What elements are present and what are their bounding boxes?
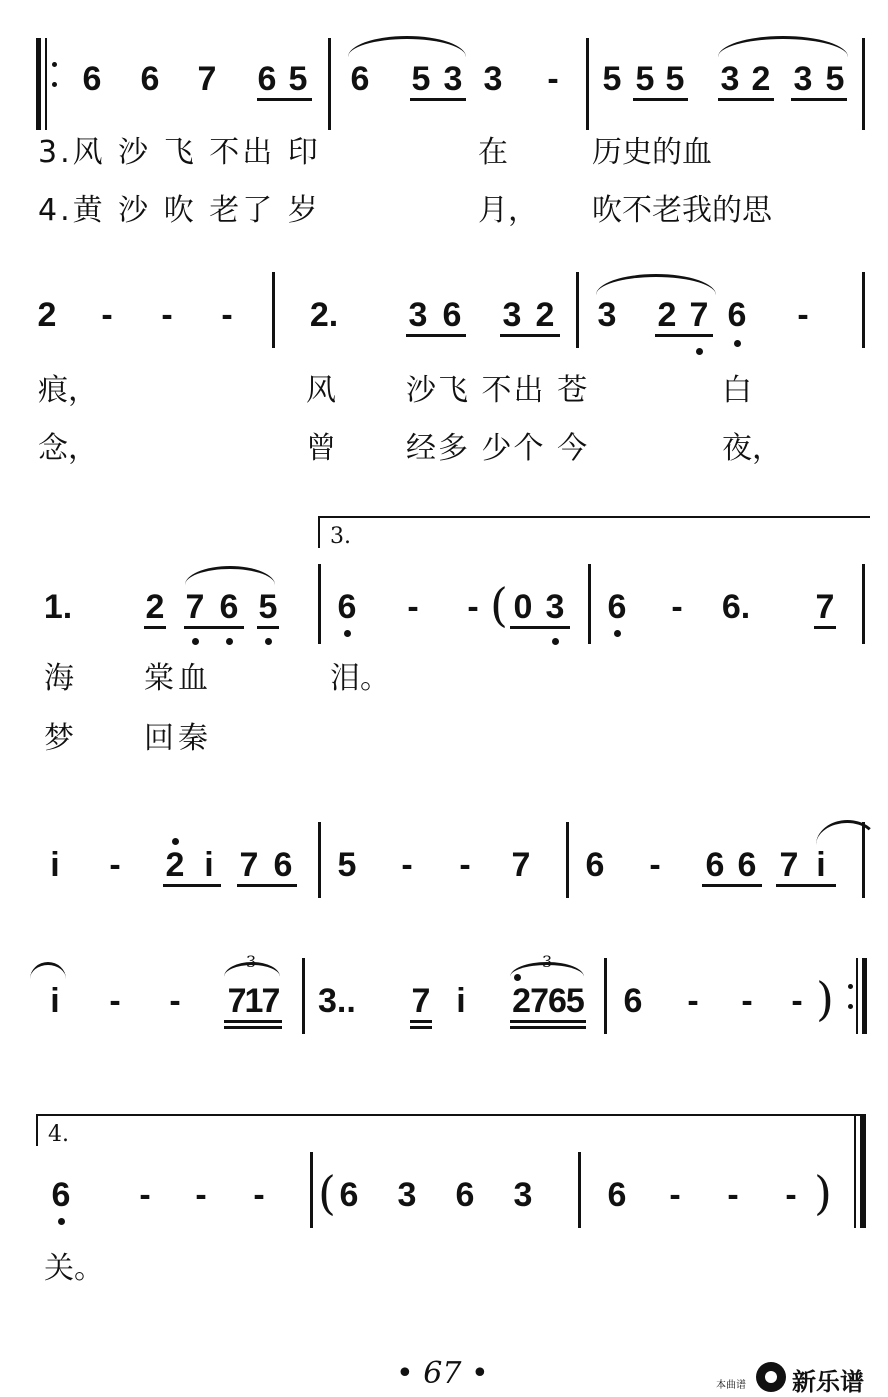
note: 3 (397, 1176, 417, 1214)
lower-octave-dot (344, 630, 351, 637)
note: 6 (607, 588, 627, 626)
note: 5 (602, 60, 622, 98)
repeat-dot (848, 1004, 853, 1009)
footer-small-text: 本曲谱 (716, 1380, 746, 1391)
dash: - (459, 846, 471, 884)
slur (185, 566, 275, 585)
lyric-verse-4: 4.黄 沙 吹 老了 岁 (38, 193, 321, 228)
note: 6 (705, 846, 725, 884)
lyric-verse-3: 痕， (38, 373, 98, 408)
upper-octave-dot (514, 974, 521, 981)
note: i (50, 846, 60, 884)
note: 6 (337, 588, 357, 626)
note: 6 (140, 60, 160, 98)
volta-number: 3. (330, 524, 351, 549)
eighth-underline (776, 884, 836, 887)
dash: - (195, 1176, 207, 1214)
barline (862, 272, 865, 348)
eighth-underline (410, 98, 466, 101)
dash: - (407, 588, 419, 626)
triplet-mark: 3 (542, 952, 553, 971)
lyric-verse-4: 曾 (306, 431, 336, 466)
system-4 (0, 810, 888, 910)
note: 6 (257, 60, 277, 98)
repeat-dot (52, 62, 57, 67)
barline (566, 822, 569, 898)
eighth-underline (163, 884, 221, 887)
note: 6 (350, 60, 370, 98)
lower-octave-dot (696, 348, 703, 355)
note-group: 2765 (512, 982, 584, 1020)
note: 3 (720, 60, 740, 98)
dash: - (161, 296, 173, 334)
lyric-verse-4: 吹不老我的思 (592, 193, 772, 228)
note: 6 (607, 1176, 627, 1214)
system-2 (0, 268, 888, 488)
system-6 (0, 1110, 888, 1310)
barline (302, 958, 305, 1034)
barline (862, 822, 865, 898)
note: 6 (339, 1176, 359, 1214)
dash: - (109, 846, 121, 884)
lyric-verse-4: 夜， (722, 431, 782, 466)
slur (718, 36, 848, 57)
dash: - (169, 982, 181, 1020)
note: 7 (197, 60, 217, 98)
dash: - (547, 60, 559, 98)
slur (348, 36, 466, 57)
triplet-mark: 3 (246, 952, 257, 971)
dash: - (109, 982, 121, 1020)
open-paren: ( (490, 578, 508, 632)
lower-octave-dot (734, 340, 741, 347)
note: 6 (455, 1176, 475, 1214)
lower-octave-dot (226, 638, 233, 645)
lyric-verse-3: 沙飞 不出 苍 (406, 373, 590, 408)
note: 7 (511, 846, 531, 884)
note: 3 (597, 296, 617, 334)
lower-octave-dot (192, 638, 199, 645)
note: 6 (727, 296, 747, 334)
note: 5 (258, 588, 278, 626)
note: 5 (337, 846, 357, 884)
dash: - (727, 1176, 739, 1214)
barline (862, 38, 865, 130)
upper-octave-dot (172, 838, 179, 845)
barline (272, 272, 275, 348)
logo-icon (756, 1362, 786, 1392)
note: 3 (408, 296, 428, 334)
lyric-verse-3: 白 (722, 373, 752, 408)
repeat-start-thick (36, 38, 41, 130)
note: i (204, 846, 214, 884)
repeat-start-thin (45, 38, 47, 130)
note: 2 (145, 588, 165, 626)
eighth-underline (224, 1020, 282, 1023)
lyric-verse-4: 经多 少个 今 (406, 431, 590, 466)
lyric-verse-3: 历史的血 (592, 135, 712, 170)
note-group: 717 (227, 982, 279, 1020)
note: 3.. (318, 982, 356, 1020)
note: 7 (689, 296, 709, 334)
eighth-underline (655, 334, 713, 337)
note: 6 (623, 982, 643, 1020)
note: 2 (657, 296, 677, 334)
lower-octave-dot (58, 1218, 65, 1225)
volta-bracket (318, 516, 320, 548)
eighth-underline (184, 626, 244, 629)
note: 6 (737, 846, 757, 884)
final-barline-thick (860, 1114, 866, 1228)
eighth-underline (702, 884, 762, 887)
note: i (50, 982, 60, 1020)
note: 5 (411, 60, 431, 98)
eighth-underline (257, 98, 312, 101)
dash: - (401, 846, 413, 884)
eighth-underline (237, 884, 297, 887)
note: 0 (513, 588, 533, 626)
sixteenth-underline (410, 1026, 432, 1029)
eighth-underline (510, 626, 570, 629)
eighth-underline (510, 1020, 586, 1023)
volta-line (36, 1114, 866, 1116)
barline (318, 564, 321, 644)
note: 6 (442, 296, 462, 334)
dash: - (101, 296, 113, 334)
note: 1. (43, 588, 73, 626)
eighth-underline (410, 1020, 432, 1023)
dash: - (649, 846, 661, 884)
eighth-underline (406, 334, 466, 337)
note: 5 (825, 60, 845, 98)
lyric-verse-4: 梦 (44, 721, 74, 756)
note: 3 (502, 296, 522, 334)
note: 5 (665, 60, 685, 98)
slur (596, 274, 716, 295)
note: 3 (483, 60, 503, 98)
dash: - (253, 1176, 265, 1214)
volta-line (318, 516, 870, 518)
volta-number: 4. (48, 1122, 69, 1147)
dash: - (139, 1176, 151, 1214)
note: 3 (793, 60, 813, 98)
barline (862, 564, 865, 644)
repeat-end-thick (862, 958, 867, 1034)
eighth-underline (633, 98, 688, 101)
lower-octave-dot (265, 638, 272, 645)
lyric-verse-4: 念， (38, 431, 98, 466)
dash: - (741, 982, 753, 1020)
barline (576, 272, 579, 348)
note: 7 (239, 846, 259, 884)
note: i (456, 982, 466, 1020)
note: 7 (815, 588, 835, 626)
dash: - (671, 588, 683, 626)
slur (816, 820, 879, 845)
barline (310, 1152, 313, 1228)
dash: - (467, 588, 479, 626)
barline (578, 1152, 581, 1228)
volta-bracket (36, 1114, 38, 1146)
dash: - (785, 1176, 797, 1214)
barline (328, 38, 331, 130)
repeat-dot (848, 984, 853, 989)
note: 7 (779, 846, 799, 884)
note: 6 (273, 846, 293, 884)
note: 3 (545, 588, 565, 626)
close-paren: ) (816, 972, 834, 1026)
lyric-verse-3: 海 (44, 661, 74, 696)
dash: - (669, 1176, 681, 1214)
dash: - (687, 982, 699, 1020)
note: 2 (751, 60, 771, 98)
eighth-underline (257, 626, 279, 629)
final-barline-thin (854, 1114, 856, 1228)
note: 6 (585, 846, 605, 884)
lyric-verse-3: 3.风 沙 飞 不出 印 (38, 135, 321, 170)
note: 5 (635, 60, 655, 98)
eighth-underline (718, 98, 774, 101)
lower-octave-dot (614, 630, 621, 637)
eighth-underline (814, 626, 836, 629)
note: 6 (82, 60, 102, 98)
barline (586, 38, 589, 130)
eighth-underline (500, 334, 560, 337)
dash: - (221, 296, 233, 334)
note: 6 (51, 1176, 71, 1214)
note: 2 (535, 296, 555, 334)
eighth-underline (144, 626, 166, 629)
slur (30, 962, 66, 979)
note: 3 (513, 1176, 533, 1214)
sixteenth-underline (510, 1026, 586, 1029)
dash: - (797, 296, 809, 334)
lyric-verse-3: 风 (306, 373, 336, 408)
lyric-final: 关。 (44, 1251, 104, 1286)
note: 3 (443, 60, 463, 98)
note: 2. (309, 296, 339, 334)
page-number: • 67 • (396, 1356, 489, 1391)
lyric-verse-3: 泪。 (330, 661, 390, 696)
note: 7 (185, 588, 205, 626)
dash: - (791, 982, 803, 1020)
lyric-verse-3: 棠血 (144, 661, 212, 696)
repeat-dot (52, 82, 57, 87)
lower-octave-dot (552, 638, 559, 645)
barline (318, 822, 321, 898)
site-logo: 新乐谱 (792, 1368, 864, 1396)
note: 6 (219, 588, 239, 626)
eighth-underline (791, 98, 847, 101)
note: 2 (165, 846, 185, 884)
close-paren: ) (814, 1166, 832, 1220)
note: 2 (37, 296, 57, 334)
sixteenth-underline (224, 1026, 282, 1029)
barline (588, 564, 591, 644)
note: 5 (288, 60, 308, 98)
system-5 (0, 950, 888, 1050)
lyric-verse-4: 回秦 (144, 721, 212, 756)
open-paren: ( (318, 1166, 336, 1220)
barline (604, 958, 607, 1034)
system-1 (0, 30, 888, 260)
note: 7 (411, 982, 431, 1020)
note: 6. (721, 588, 751, 626)
system-3 (0, 508, 888, 768)
note: i (816, 846, 826, 884)
repeat-end-thin (856, 958, 858, 1034)
lyric-verse-4: 月， (478, 193, 538, 228)
lyric-verse-3: 在 (478, 135, 508, 170)
